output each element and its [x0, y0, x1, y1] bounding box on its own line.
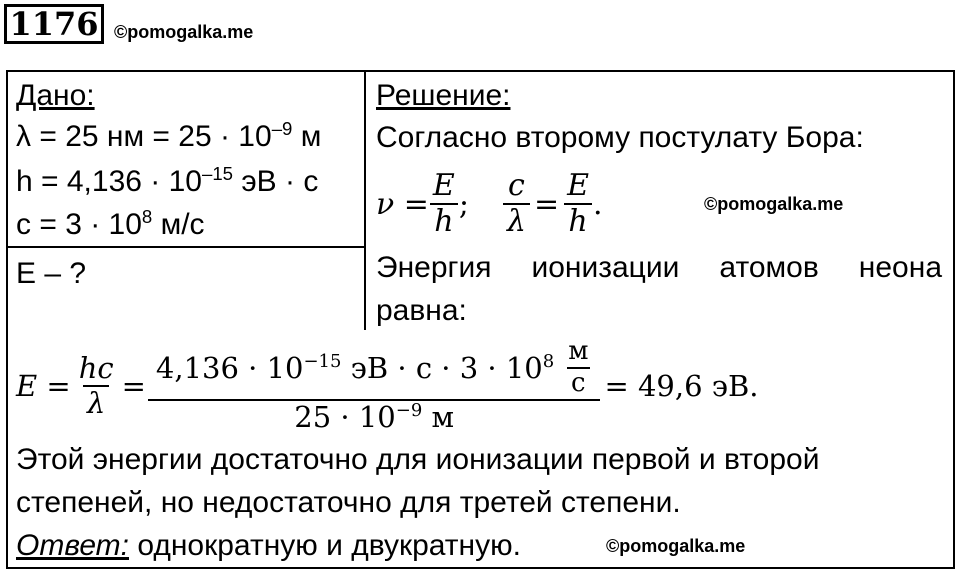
bohr-formula: ν = $\frac{E}{h}$ ; $\frac{c}{\lambda}$ = $\frac{E}{h}$ . [376, 167, 603, 239]
given-lambda: λ = 25 нм = $25 \cdot 10^{-9}$ м [16, 117, 322, 153]
given-heading: Дано: [16, 79, 95, 112]
fraction-numeric: $4,136 \cdot 10^{-15}$ эВ · $с \cdot 3 \cdot 10^8$ $\frac{м}{с}$ $25 \cdot 10^{-9}$ м [152, 337, 597, 434]
answer-line [16, 528, 521, 564]
fraction-e-over-h: $\frac{E}{h}$ [429, 169, 459, 240]
energy-formula: E = $\frac{hc}{\lambda}$ = $4,136 \cdot 10^{-15}$ эВ · $с \cdot 3 \cdot 10^8$ $\frac{м}{с}$ $25 \cdot 10^{-9}$ м = 49,6 эВ. [16, 336, 759, 435]
given-divider-horizontal [6, 246, 366, 248]
solution-heading: Решение: [376, 79, 511, 112]
unit-m-over-s: $\frac{м}{с}$ [568, 336, 589, 399]
fraction-c-over-lambda: $\frac{c}{\lambda}$ [503, 169, 530, 240]
conclusion-line2: степеней, но недостаточно для третей степени. [16, 486, 681, 519]
ionization-text-line2: равна: [376, 294, 467, 327]
given-divider-vertical [364, 70, 366, 330]
fraction-e-over-h-2: $\frac{E}{h}$ [563, 169, 593, 240]
given-planck: $h = 4,136 \cdot 10^{-15}$ эВ · с [16, 162, 319, 198]
find-energy: E – ? [16, 257, 87, 290]
watermark-bottom: ©pomogalka.me [606, 536, 746, 556]
given-light-speed: $c = 3 \cdot 10^8$ м/с [16, 205, 205, 241]
answer-label: Ответ: [16, 529, 129, 562]
answer-text: однократную и двукратную. [129, 529, 521, 562]
fraction-hc-over-lambda: $\frac{hc}{\lambda}$ [78, 350, 114, 420]
problem-number: 1176 [4, 4, 104, 44]
bohr-postulate-text: Согласно второму постулату Бора: [376, 121, 864, 154]
conclusion-line1: Этой энергии достаточно для ионизации первой и второй [16, 443, 820, 476]
watermark-top: ©pomogalka.me [114, 22, 254, 42]
watermark-middle: ©pomogalka.me [704, 194, 844, 214]
ionization-text-line1: Энергия ионизации атомов неона [376, 251, 942, 284]
